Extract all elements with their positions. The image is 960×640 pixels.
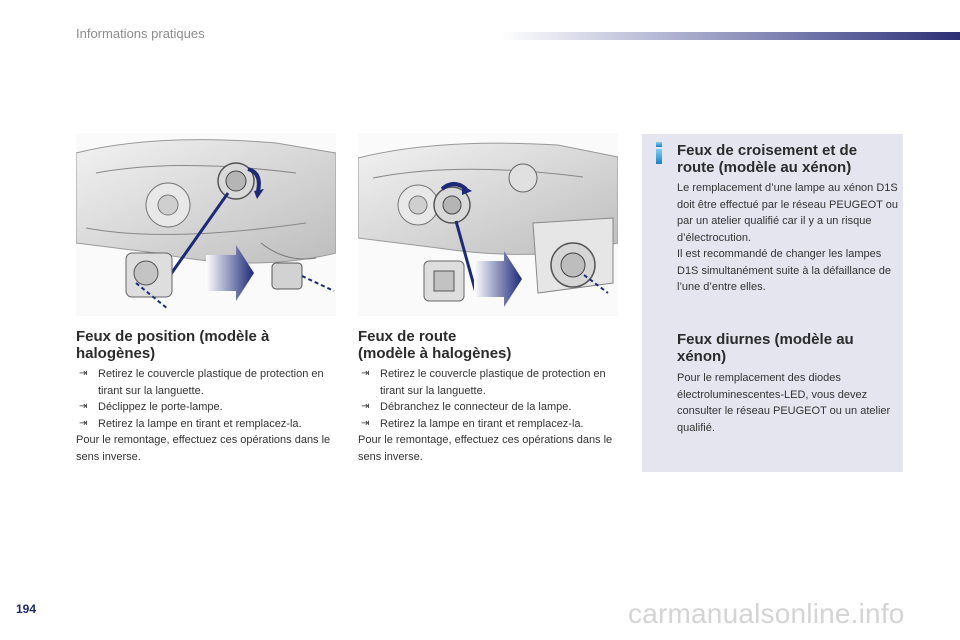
arrow-bullet-icon: ⇥	[361, 401, 370, 412]
step-item	[76, 416, 338, 433]
step-text: Débranchez le connecteur de la lampe.	[380, 401, 572, 413]
step-text: Retirez la lampe en tirant et remplacez-la.	[98, 417, 302, 430]
steps-position-lamp	[76, 366, 338, 465]
info-icon	[649, 142, 669, 164]
step-item	[358, 416, 620, 433]
arrow-bullet-icon: ⇥	[79, 417, 88, 429]
step-text: Retirez le couvercle plastique de protection en tirant sur la languette.	[380, 368, 606, 397]
step-item	[358, 399, 620, 416]
xenon-title: Feux de croisement et de route (modèle au xénon)	[677, 142, 858, 176]
arrow-bullet-icon: ⇥	[361, 417, 370, 429]
step-item	[76, 366, 338, 399]
daytime-lamps-text: Pour le remplacement des diodes électroluminescentes-LED, vous devez consulter le réseau PEUGEOT ou un atelier qualifié.	[677, 372, 891, 434]
illustration-position-lamp	[76, 133, 336, 316]
daytime-lamps-title: Feux diurnes (modèle au xénon)	[677, 331, 854, 365]
step-item	[76, 399, 338, 416]
step-text: Retirez la lampe en tirant et remplacez-la.	[380, 417, 584, 430]
page-number: 194	[16, 602, 37, 616]
arrow-bullet-icon: ⇥	[79, 368, 88, 379]
step-item	[358, 366, 620, 399]
section-title-position-lamp: Feux de position (modèle à halogènes)	[76, 328, 270, 362]
xenon-text	[677, 180, 903, 296]
info-box	[642, 134, 903, 472]
step-text: Déclippez le porte-lampe.	[98, 401, 223, 413]
arrow-bullet-icon: ⇥	[361, 368, 370, 379]
illustration-main-beam-lamp	[358, 133, 618, 316]
step-text: Retirez le couvercle plastique de protection en tirant sur la languette.	[98, 368, 324, 397]
reassembly-note: Pour le remontage, effectuez ces opérations dans le sens inverse.	[358, 434, 613, 463]
arrow-bullet-icon: ⇥	[79, 401, 88, 412]
xenon-paragraph-2: Il est recommandé de changer les lampes D1S simultanément suite à la défaillance de l’une d’entre elles.	[677, 248, 892, 293]
header-gradient-bar	[500, 32, 960, 40]
xenon-paragraph-1: Le remplacement d’une lampe au xénon D1S doit être effectué par le réseau PEUGEOT ou par un atelier qualifié car il y a un risque d’électrocution.	[677, 182, 898, 244]
watermark-text: carmanualsonline.info	[628, 598, 905, 629]
reassembly-note: Pour le remontage, effectuez ces opérations dans le sens inverse.	[76, 434, 331, 463]
section-title-main-beam: Feux de route (modèle à halogènes)	[358, 328, 512, 362]
page-header-title: Informations pratiques	[76, 26, 205, 41]
steps-main-beam	[358, 366, 620, 465]
